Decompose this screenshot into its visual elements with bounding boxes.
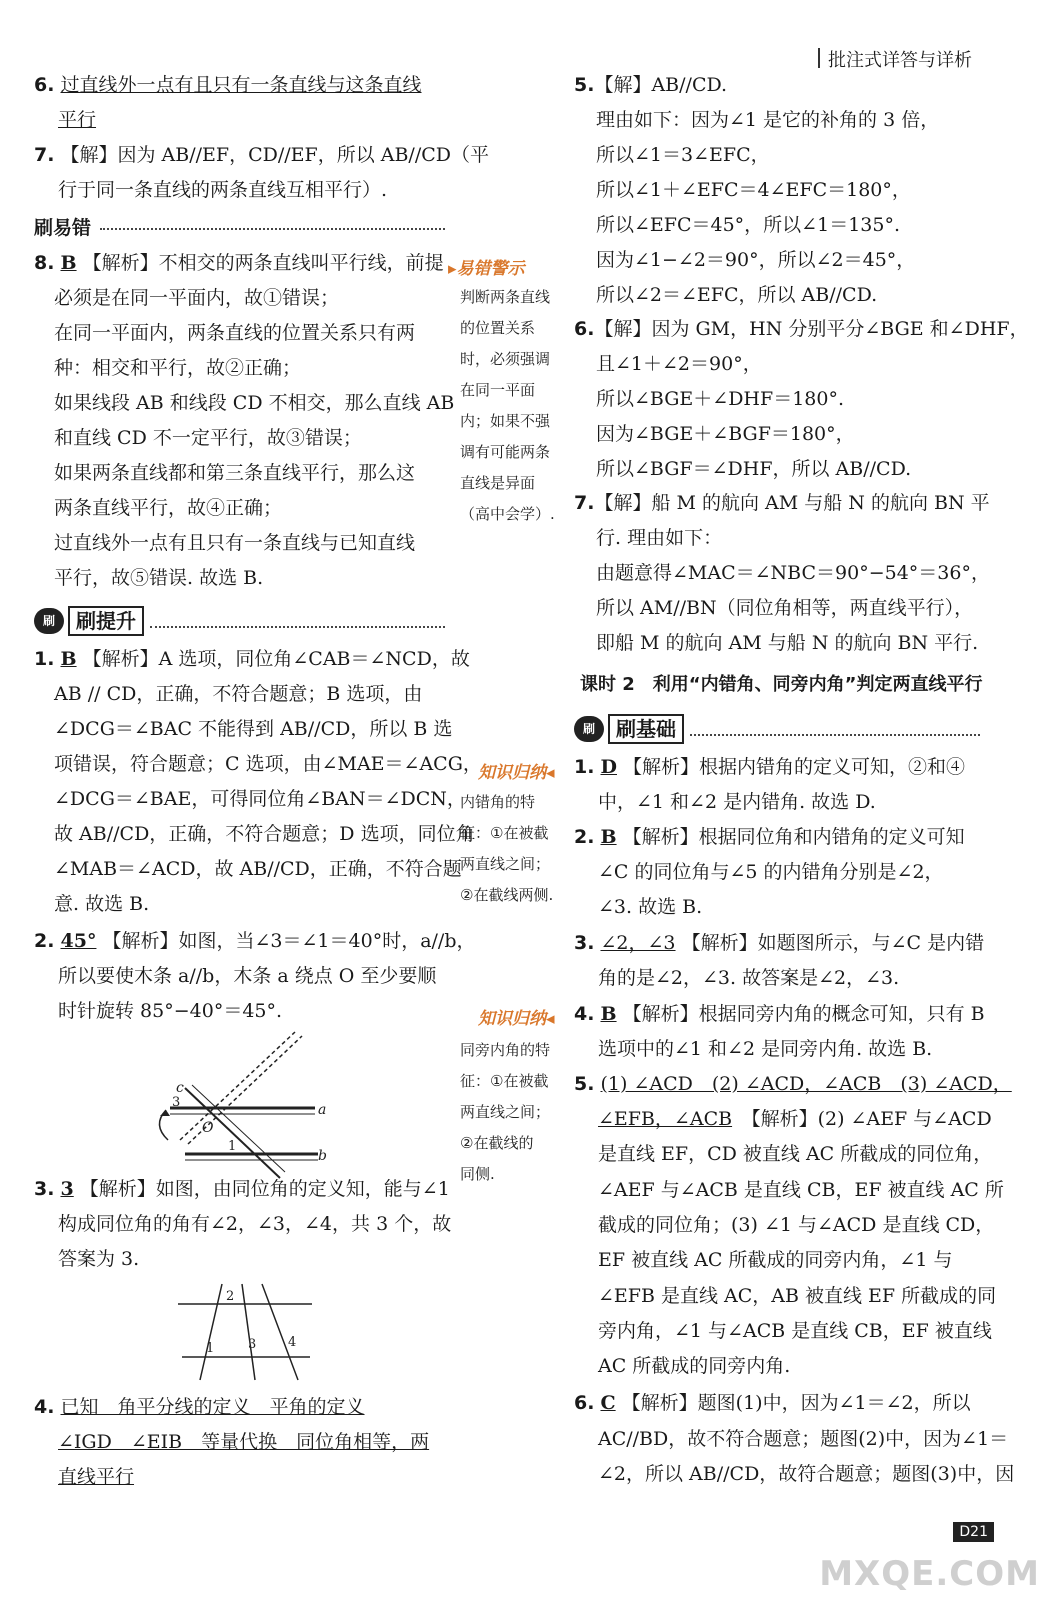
b5-line4: ∠AEF 与∠ACB 是直线 CB，EF 被直线 AC 所 [598,1179,1004,1201]
header-divider [818,48,820,68]
r5-line5: 所以∠EFC＝45°，所以∠1＝135°. [596,214,901,236]
b6-line3: ∠2，所以 AB//CD，故符合题意；题图(3)中，因 [598,1463,1015,1485]
b4-line1: 4. B 【解析】根据同旁内角的概念可知，只有 B [574,1003,985,1025]
figure-rotation [140,1030,340,1180]
b2-line3: ∠3. 故选 B. [598,896,703,918]
label-3: 3 [172,1095,181,1110]
fig2-label-1: 1 [206,1341,215,1356]
brush-icon: 刷 [34,608,64,634]
r5-line4: 所以∠1＋∠EFC＝4∠EFC＝180°， [596,179,911,201]
label-c: c [176,1080,184,1096]
section-tisheng-dots [150,626,445,628]
p2-line3: 时针旋转 85°−40°＝45°. [58,1000,283,1022]
q7-line2: 行于同一条直线的两条直线互相平行）. [58,179,388,201]
fig2-label-3: 3 [248,1337,257,1352]
label-a: a [318,1102,327,1118]
b5-line5: 截成的同位角；(3) ∠1 与∠ACD 是直线 CD， [598,1214,995,1236]
p3-line3: 答案为 3. [58,1248,140,1270]
q8-line3: 在同一平面内，两条直线的位置关系只有两 [54,322,416,344]
page-number: D21 [953,1522,994,1542]
r6-line2: 且∠1＋∠2＝90°， [596,353,762,375]
q6-line1: 6. 过直线外一点有且只有一条直线与这条直线 [34,74,422,96]
r6-line4: 因为∠BGE＋∠BGF＝180°， [596,423,855,445]
p2-line1: 2. 45° 【解析】如图，当∠3＝∠1＝40°时，a//b， [34,930,476,952]
section-yicuo-dots [100,228,445,230]
section-jichu-badge: 刷 刷基础 [574,714,684,744]
q8-line1: 8. B 【解析】不相交的两条直线叫平行线，前提 [34,252,444,274]
r7-line2: 行. 理由如下： [596,527,723,549]
q8-line6: 和直线 CD 不一定平行，故③错误； [54,427,362,449]
p1-line4: 项错误，符合题意；C 选项，由∠MAE＝∠ACG， [54,753,482,775]
b5-line6: EF 被直线 AC 所截成的同旁内角，∠1 与 [598,1249,953,1271]
q7-line1: 7. 【解】因为 AB//EF，CD//EF，所以 AB//CD（平 [34,144,490,166]
note-guina1-title: 知识归纳◂ [478,763,555,783]
b5-line3: 是直线 EF，CD 被直线 AC 所截成的同位角， [598,1143,993,1165]
r5-line6: 因为∠1−∠2＝90°，所以∠2＝45°， [596,249,916,271]
p1-line5: ∠DCG＝∠BAE，可得同位角∠BAN＝∠DCN， [54,788,466,810]
b4-line2: 选项中的∠1 和∠2 是同旁内角. 故选 B. [598,1038,933,1060]
label-O: O [202,1120,214,1136]
b2-line2: ∠C 的同位角与∠5 的内错角分别是∠2， [598,861,944,883]
p1-line7: ∠MAB＝∠ACD，故 AB//CD，正确，不符合题 [54,858,462,880]
p1-line1: 1. B 【解析】A 选项，同位角∠CAB＝∠NCD，故 [34,648,470,670]
r6-line3: 所以∠BGE＋∠DHF＝180°. [596,388,844,410]
note-yicuo: 判断两条直线 的位置关系 时，必须强调 在同一平面 内；如果不强 调有可能两条 直线是异面 （高中会学）. [460,288,555,523]
section-tisheng-badge: 刷 刷提升 [34,606,144,636]
b1-line2: 中，∠1 和∠2 是内错角. 故选 D. [598,791,876,813]
r7-line5: 即船 M 的航向 AM 与船 N 的航向 BN 平行. [596,632,979,654]
brush-icon: 刷 [574,716,604,742]
r6-line1: 6.【解】因为 GM，HN 分别平分∠BGE 和∠DHF， [574,318,1029,340]
b5-line1: 5. (1) ∠ACD (2) ∠ACD，∠ACB (3) ∠ACD， [574,1073,1012,1095]
b3-line1: 3. ∠2，∠3 【解析】如题图所示，与∠C 是内错 [574,932,985,954]
p1-line2: AB // CD，正确，不符合题意；B 选项，由 [54,683,423,705]
q8-line5: 如果线段 AB 和线段 CD 不相交，那么直线 AB [54,392,455,414]
note-yicuo-title: ▸易错警示 [448,259,525,279]
b5-line8: 旁内角，∠1 与∠ACB 是直线 CB，EF 被直线 [598,1320,992,1342]
r5-line7: 所以∠2＝∠EFC，所以 AB//CD. [596,284,878,306]
watermark: MXQE.COM [819,1554,1040,1594]
r5-line3: 所以∠1＝3∠EFC， [596,144,770,166]
q8-line9: 过直线外一点有且只有一条直线与已知直线 [54,532,416,554]
b1-line1: 1. D 【解析】根据内错角的定义可知，②和④ [574,756,966,778]
p4-line1: 4. 已知 角平分线的定义 平角的定义 [34,1396,365,1418]
r5-line1: 5.【解】AB//CD. [574,74,728,96]
q6-line2: 平行 [58,109,97,131]
b3-line2: 角的是∠2，∠3. 故答案是∠2，∠3. [598,967,900,989]
note-guina2: 同旁内角的特 征：①在被截 两直线之间； ②在截线的 同侧. [460,1041,551,1183]
q8-line2: 必须是在同一平面内，故①错误； [54,287,340,309]
note-guina1: 内错角的特 征：①在被截 两直线之间； ②在截线两侧. [460,793,554,904]
b5-line9: AC 所截成的同旁内角. [598,1355,791,1377]
p1-line3: ∠DCG＝∠BAC 不能得到 AB//CD，所以 B 选 [54,718,453,740]
q8-line8: 两条直线平行，故④正确； [54,497,283,519]
dashed-line [180,1032,295,1140]
label-b: b [318,1148,327,1164]
fig2-label-4: 4 [288,1335,297,1350]
figure-corresponding-angles [170,1282,320,1382]
label-1: 1 [228,1139,237,1154]
p4-line3: 直线平行 [58,1466,135,1488]
running-header: 批注式详答与详析 [828,50,972,71]
p1-line6: 故 AB//CD，正确，不符合题意；D 选项，同位角 [54,823,475,845]
fig2-label-2: 2 [226,1289,235,1304]
q8-line4: 种：相交和平行，故②正确； [54,357,302,379]
b6-line2: AC//BD，故不符合题意；题图(2)中，因为∠1＝ [598,1428,1009,1450]
section-jichu-dots [690,734,980,736]
b2-line1: 2. B 【解析】根据同位角和内错角的定义可知 [574,826,965,848]
b5-line2: ∠EFB，∠ACB 【解析】(2) ∠AEF 与∠ACD [598,1108,992,1130]
b5-line7: ∠EFB 是直线 AC，AB 被直线 EF 所截成的同 [598,1285,997,1307]
r7-line3: 由题意得∠MAC＝∠NBC＝90°−54°＝36°， [596,562,990,584]
section-yicuo: 刷易错 [34,217,92,239]
r6-line5: 所以∠BGF＝∠DHF，所以 AB//CD. [596,458,912,480]
r5-line2: 理由如下：因为∠1 是它的补角的 3 倍， [596,109,940,131]
q8-line10: 平行，故⑤错误. 故选 B. [54,567,264,589]
p3-line1: 3. 3 【解析】如图，由同位角的定义知，能与∠1 [34,1178,450,1200]
r7-line1: 7.【解】船 M 的航向 AM 与船 N 的航向 BN 平 [574,492,990,514]
lesson-title: 课时 2 利用“内错角、同旁内角”判定两直线平行 [580,674,983,695]
b6-line1: 6. C 【解析】题图(1)中，因为∠1＝∠2，所以 [574,1392,971,1414]
note-guina2-title: 知识归纳◂ [478,1009,555,1029]
p3-line2: 构成同位角的角有∠2，∠3，∠4，共 3 个，故 [58,1213,452,1235]
q8-line7: 如果两条直线都和第三条直线平行，那么这 [54,462,416,484]
p2-line2: 所以要使木条 a//b，木条 a 绕点 O 至少要顺 [58,965,437,987]
p1-line8: 意. 故选 B. [54,893,150,915]
p4-line2: ∠IGD ∠EIB 等量代换 同位角相等，两 [58,1431,430,1453]
r7-line4: 所以 AM//BN（同位角相等，两直线平行）， [596,597,974,619]
